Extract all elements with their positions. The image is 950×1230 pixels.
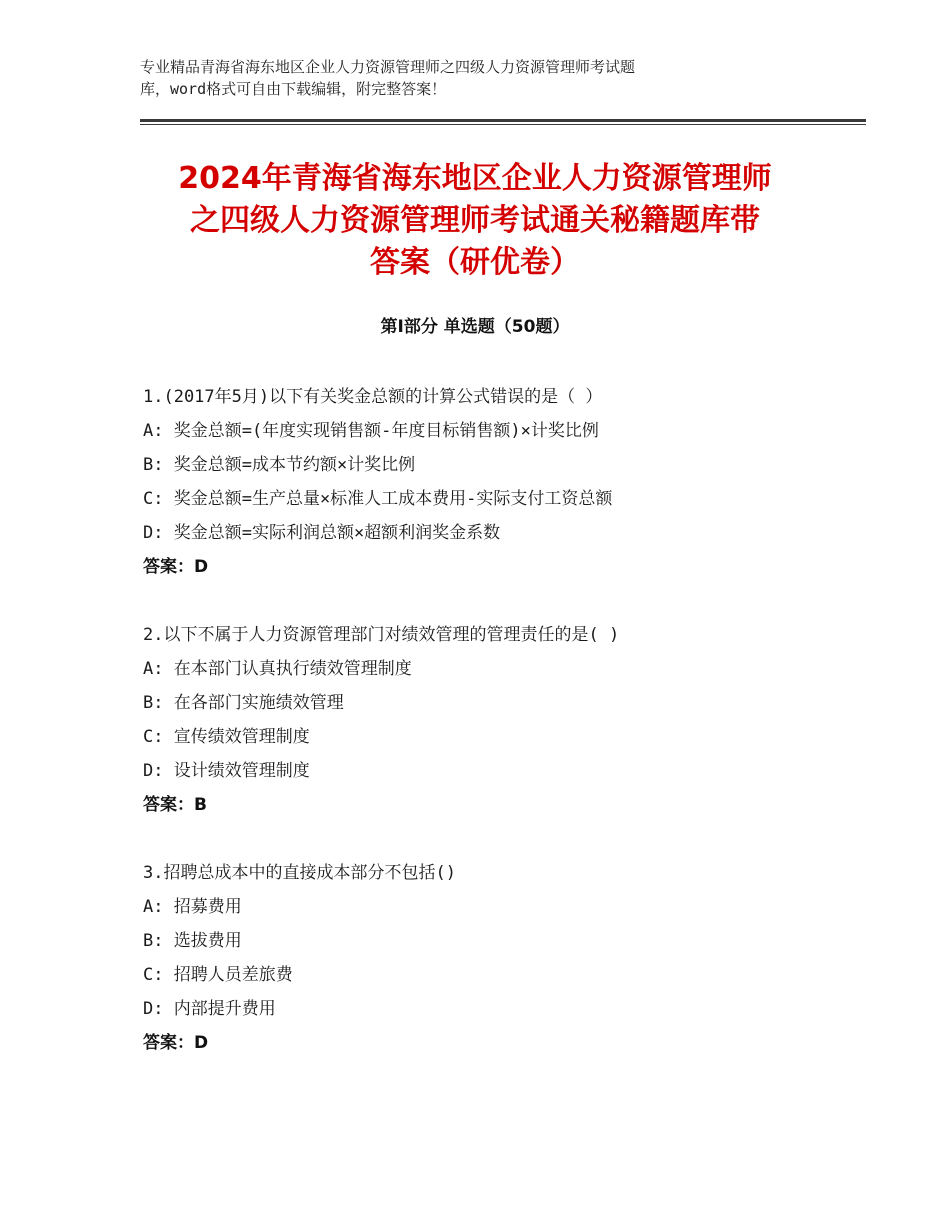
question-stem: 3.招聘总成本中的直接成本部分不包括() — [143, 863, 456, 883]
option-a: A: 奖金总额=(年度实现销售额-年度目标销售额)×计奖比例 — [143, 421, 599, 441]
document-title-line-3: 答案（研优卷） — [370, 245, 580, 280]
option-d: D: 设计绩效管理制度 — [143, 761, 310, 781]
question-1 — [143, 380, 863, 584]
option-b: B: 在各部门实施绩效管理 — [143, 693, 344, 713]
question-2 — [143, 618, 863, 822]
option-d: D: 内部提升费用 — [143, 999, 276, 1019]
document-title-line-2: 之四级人力资源管理师考试通关秘籍题库带 — [190, 203, 760, 238]
header-divider-thick — [140, 119, 866, 122]
header-note-line-2: 库，word格式可自由下载编辑，附完整答案！ — [140, 80, 447, 98]
header-note-line-1: 专业精品青海省海东地区企业人力资源管理师之四级人力资源管理师考试题 — [140, 58, 636, 76]
option-b: B: 选拔费用 — [143, 931, 242, 951]
option-d: D: 奖金总额=实际利润总额×超额利润奖金系数 — [143, 523, 501, 543]
answer: 答案：B — [143, 795, 207, 815]
document-title — [120, 158, 830, 284]
option-a: A: 在本部门认真执行绩效管理制度 — [143, 659, 412, 679]
option-b: B: 奖金总额=成本节约额×计奖比例 — [143, 455, 416, 475]
question-3 — [143, 856, 863, 1060]
option-c: C: 宣传绩效管理制度 — [143, 727, 310, 747]
answer: 答案：D — [143, 557, 209, 577]
question-stem: 2.以下不属于人力资源管理部门对绩效管理的管理责任的是( ) — [143, 625, 620, 645]
section-heading: 第Ⅰ部分 单选题（50题） — [380, 317, 570, 337]
option-c: C: 奖金总额=生产总量×标准人工成本费用-实际支付工资总额 — [143, 489, 613, 509]
question-stem: 1.(2017年5月)以下有关奖金总额的计算公式错误的是（ ） — [143, 387, 603, 407]
option-c: C: 招聘人员差旅费 — [143, 965, 293, 985]
document-title-line-1: 2024年青海省海东地区企业人力资源管理师 — [178, 161, 772, 196]
header-divider-thin — [140, 124, 866, 125]
header-note — [140, 56, 780, 100]
question-list — [143, 380, 863, 1094]
option-a: A: 招募费用 — [143, 897, 242, 917]
answer: 答案：D — [143, 1033, 209, 1053]
